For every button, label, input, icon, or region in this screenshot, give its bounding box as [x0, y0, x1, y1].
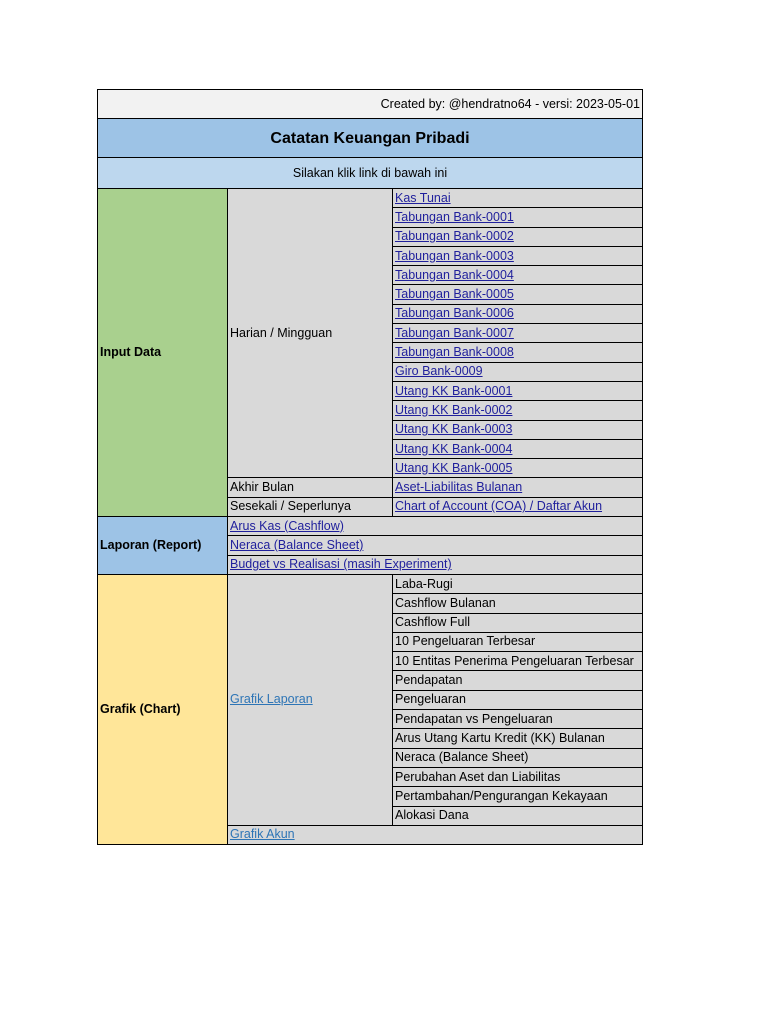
- coa-link[interactable]: Chart of Account (COA) / Daftar Akun: [395, 499, 603, 514]
- chart-report-item: Cashflow Full: [393, 613, 643, 632]
- input-link-cell: [393, 227, 643, 246]
- input-sheet-link[interactable]: Tabungan Bank-0007: [395, 325, 514, 340]
- daily-weekly-label: Harian / Mingguan: [228, 189, 393, 478]
- chart-account-link[interactable]: Grafik Akun: [230, 827, 295, 842]
- subtitle-row: [98, 158, 643, 189]
- chart-account-link-cell: [228, 825, 643, 844]
- input-sheet-link[interactable]: Utang KK Bank-0002: [395, 402, 513, 417]
- input-link-cell: [393, 459, 643, 478]
- input-sheet-link[interactable]: Tabungan Bank-0001: [395, 209, 514, 224]
- month-end-link-cell: [393, 478, 643, 497]
- section-report: Laporan (Report): [98, 517, 228, 575]
- input-link-cell: [393, 304, 643, 323]
- input-link-cell: [393, 343, 643, 362]
- input-link-cell: [393, 381, 643, 400]
- chart-row: [98, 574, 643, 593]
- chart-report-item: Cashflow Bulanan: [393, 594, 643, 613]
- input-row: [98, 189, 643, 208]
- report-link-cell: [228, 555, 643, 574]
- chart-report-item: Pendapatan vs Pengeluaran: [393, 710, 643, 729]
- report-row: [98, 517, 643, 536]
- input-sheet-link[interactable]: Utang KK Bank-0003: [395, 422, 513, 437]
- chart-report-item: Perubahan Aset dan Liabilitas: [393, 767, 643, 786]
- report-link-cell: [228, 536, 643, 555]
- input-sheet-link[interactable]: Utang KK Bank-0001: [395, 383, 513, 398]
- input-sheet-link[interactable]: Tabungan Bank-0003: [395, 248, 514, 263]
- spreadsheet-table: [97, 89, 643, 845]
- asset-liability-link[interactable]: Aset-Liabilitas Bulanan: [395, 480, 523, 495]
- input-sheet-link[interactable]: Tabungan Bank-0006: [395, 306, 514, 321]
- chart-report-item: Laba-Rugi: [393, 574, 643, 593]
- input-sheet-link[interactable]: Tabungan Bank-0005: [395, 287, 514, 302]
- input-link-cell: [393, 324, 643, 343]
- occasional-label: Sesekali / Seperlunya: [228, 497, 393, 516]
- input-link-cell: [393, 189, 643, 208]
- input-link-cell: [393, 208, 643, 227]
- input-sheet-link[interactable]: Kas Tunai: [395, 190, 451, 205]
- created-by-text: Created by: @hendratno64 - versi: 2023-05-01: [98, 90, 643, 119]
- input-sheet-link[interactable]: Tabungan Bank-0002: [395, 229, 514, 244]
- chart-report-item: Pengeluaran: [393, 690, 643, 709]
- chart-report-item: Alokasi Dana: [393, 806, 643, 825]
- input-sheet-link[interactable]: Tabungan Bank-0004: [395, 267, 514, 282]
- chart-report-item: 10 Entitas Penerima Pengeluaran Terbesar: [393, 652, 643, 671]
- input-link-cell: [393, 362, 643, 381]
- input-link-cell: [393, 401, 643, 420]
- input-link-cell: [393, 439, 643, 458]
- created-row: [98, 90, 643, 119]
- input-sheet-link[interactable]: Utang KK Bank-0004: [395, 441, 513, 456]
- chart-report-link-cell: [228, 574, 393, 825]
- chart-report-item: Neraca (Balance Sheet): [393, 748, 643, 767]
- section-input-data: Input Data: [98, 189, 228, 517]
- report-link[interactable]: Neraca (Balance Sheet): [230, 537, 364, 552]
- section-chart: Grafik (Chart): [98, 574, 228, 844]
- input-sheet-link[interactable]: Tabungan Bank-0008: [395, 345, 514, 360]
- input-link-cell: [393, 246, 643, 265]
- report-link-cell: [228, 517, 643, 536]
- input-sheet-link[interactable]: Giro Bank-0009: [395, 364, 483, 379]
- page-title: Catatan Keuangan Pribadi: [98, 119, 643, 158]
- input-link-cell: [393, 420, 643, 439]
- occasional-link-cell: [393, 497, 643, 516]
- page-subtitle: Silakan klik link di bawah ini: [98, 158, 643, 189]
- title-row: [98, 119, 643, 158]
- input-link-cell: [393, 285, 643, 304]
- chart-report-link[interactable]: Grafik Laporan: [230, 692, 313, 707]
- chart-report-item: Pendapatan: [393, 671, 643, 690]
- report-link[interactable]: Arus Kas (Cashflow): [230, 518, 344, 533]
- report-link[interactable]: Budget vs Realisasi (masih Experiment): [230, 557, 452, 572]
- month-end-label: Akhir Bulan: [228, 478, 393, 497]
- input-sheet-link[interactable]: Utang KK Bank-0005: [395, 460, 513, 475]
- chart-report-item: 10 Pengeluaran Terbesar: [393, 632, 643, 651]
- chart-report-item: Arus Utang Kartu Kredit (KK) Bulanan: [393, 729, 643, 748]
- chart-report-item: Pertambahan/Pengurangan Kekayaan: [393, 787, 643, 806]
- input-link-cell: [393, 266, 643, 285]
